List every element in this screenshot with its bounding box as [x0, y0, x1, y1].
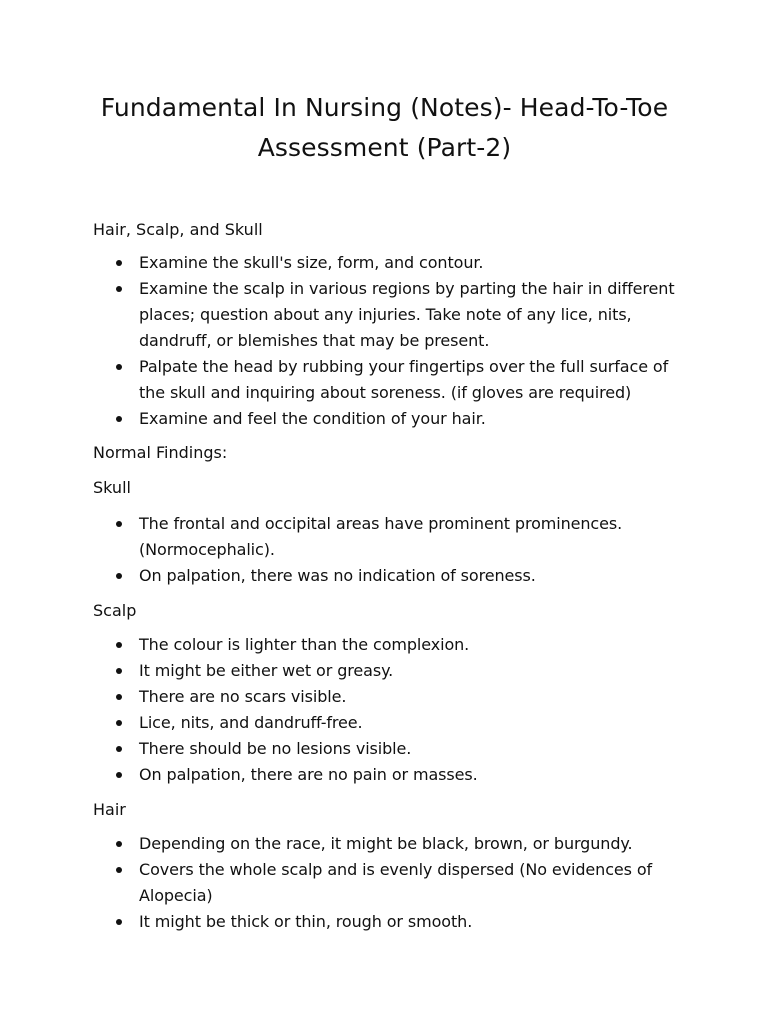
list-item-line: Examine the skull's size, form, and contour.	[139, 253, 484, 272]
list-item	[93, 658, 676, 684]
list-item	[93, 857, 676, 909]
list-item-line: Examine and feel the condition of your hair.	[139, 409, 486, 428]
list-item	[93, 909, 676, 935]
list-item	[93, 684, 676, 710]
list-item-line: It might be either wet or greasy.	[139, 661, 394, 680]
list-item-line: On palpation, there are no pain or masses.	[139, 765, 478, 784]
list-item-line: The colour is lighter than the complexion.	[139, 635, 470, 654]
list-item	[93, 736, 676, 762]
list-item	[93, 762, 676, 788]
list-item-line: Examine the scalp in various regions by parting the hair in different	[139, 279, 675, 298]
list-item	[93, 250, 676, 276]
list-skull	[93, 511, 676, 589]
list-item	[93, 632, 676, 658]
list-item-line: (Normocephalic).	[139, 540, 275, 559]
document-title	[93, 88, 676, 168]
section-heading-skull: Skull	[93, 478, 131, 497]
list-item-line: the skull and inquiring about soreness. (if gloves are required)	[139, 383, 632, 402]
list-hair	[93, 831, 676, 935]
list-scalp	[93, 632, 676, 788]
list-item-line: Alopecia)	[139, 886, 213, 905]
list-item	[93, 511, 676, 563]
list-item	[93, 406, 676, 432]
list-item-line: Covers the whole scalp and is evenly dispersed (No evidences of	[139, 860, 653, 879]
title-line-1: Fundamental In Nursing (Notes)- Head-To-Toe	[100, 93, 669, 122]
list-item-line: dandruff, or blemishes that may be present.	[139, 331, 490, 350]
list-item-line: There are no scars visible.	[139, 687, 347, 706]
list-item-line: The frontal and occipital areas have prominent prominences.	[139, 514, 623, 533]
list-item-line: Palpate the head by rubbing your fingertips over the full surface of	[139, 357, 669, 376]
list-item	[93, 710, 676, 736]
normal-findings-heading: Normal Findings:	[93, 443, 228, 462]
list-item-line: On palpation, there was no indication of soreness.	[139, 566, 536, 585]
list-item	[93, 563, 676, 589]
list-item-line: There should be no lesions visible.	[139, 739, 412, 758]
title-line-2: Assessment (Part-2)	[257, 133, 512, 162]
list-hair-scalp-skull	[93, 250, 676, 432]
list-item-line: Depending on the race, it might be black, brown, or burgundy.	[139, 834, 633, 853]
section-heading-hair-scalp-skull: Hair, Scalp, and Skull	[93, 220, 263, 239]
list-item-line: It might be thick or thin, rough or smooth.	[139, 912, 473, 931]
section-heading-scalp: Scalp	[93, 601, 137, 620]
list-item	[93, 831, 676, 857]
list-item	[93, 276, 676, 354]
section-heading-hair: Hair	[93, 800, 126, 819]
list-item-line: Lice, nits, and dandruff-free.	[139, 713, 363, 732]
list-item	[93, 354, 676, 406]
list-item-line: places; question about any injuries. Take note of any lice, nits,	[139, 305, 632, 324]
